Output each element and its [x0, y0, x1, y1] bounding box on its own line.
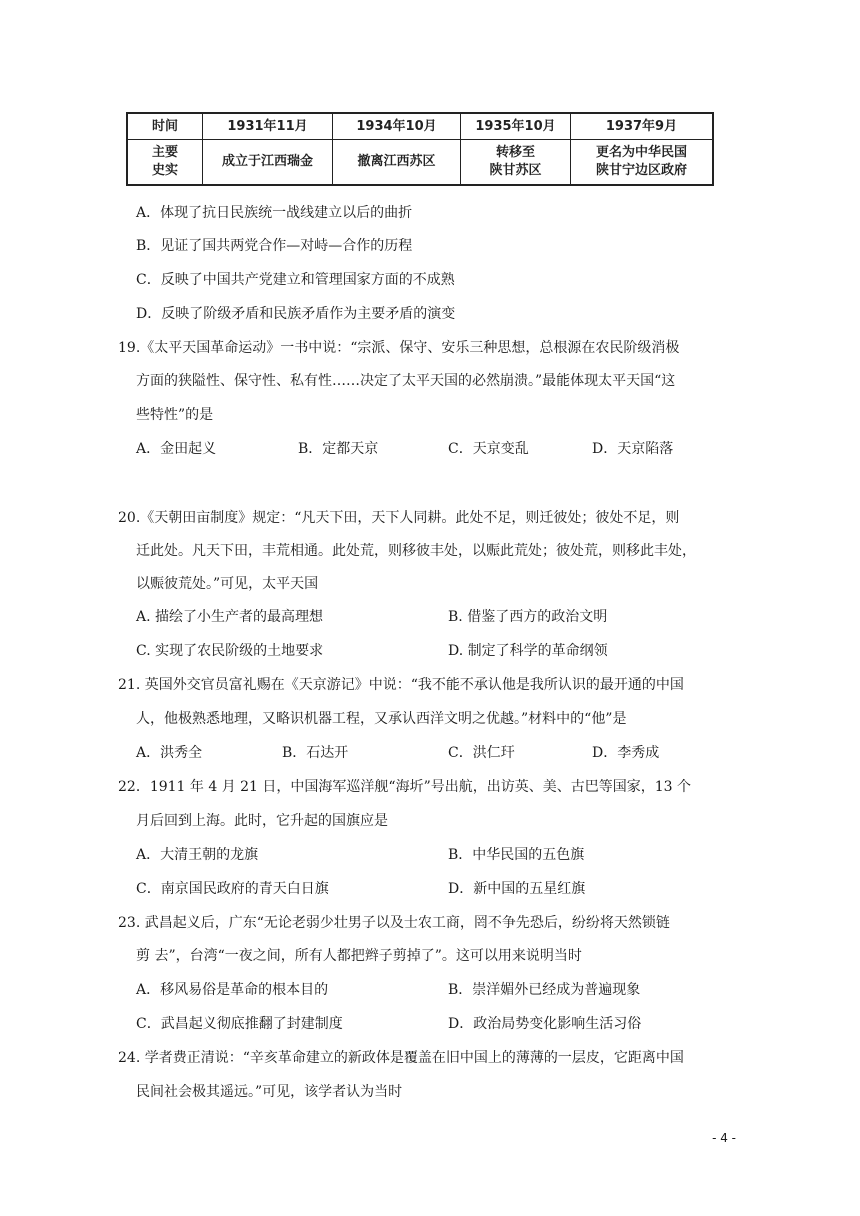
table-header-cell: 1937年9月 — [571, 114, 712, 140]
q23-option-d: D．政治局势变化影响生活习俗 — [448, 1016, 642, 1032]
q22-option-d: D．新中国的五星红旗 — [448, 881, 586, 897]
q19-stem-line: 方面的狭隘性、保守性、私有性……决定了太平天国的必然崩溃。”最能体现太平天国“这 — [136, 373, 676, 389]
q20-stem-line: 迁此处。凡天下田，丰荒相通。此处荒，则移彼丰处，以赈此荒处；彼处荒，则移此丰处， — [136, 543, 696, 559]
q24-stem-line: 24. 学者费正清说：“辛亥革命建立的新政体是覆盖在旧中国上的薄薄的一层皮，它距离中国 — [118, 1050, 684, 1066]
q19-stem-line: 19.《太平天国革命运动》一书中说：“宗派、保守、安乐三种思想，总根源在农民阶级消极 — [118, 340, 680, 356]
q18-option-d: D．反映了阶级矛盾和民族矛盾作为主要矛盾的演变 — [136, 306, 456, 322]
q20-option-c: C. 实现了农民阶级的土地要求 — [136, 643, 324, 659]
table-cell: 主要 史实 — [128, 140, 203, 184]
table-header-cell: 1934年10月 — [333, 114, 461, 140]
q21-option-a: A．洪秀全 — [136, 745, 203, 761]
q20-option-a: A. 描绘了小生产者的最高理想 — [136, 609, 324, 625]
q23-option-b: B．崇洋媚外已经成为普遍现象 — [448, 982, 641, 998]
q20-stem-line: 20.《天朝田亩制度》规定：“凡天下田，天下人同耕。此处不足，则迁彼处；彼处不足，则 — [118, 510, 680, 526]
table-cell: 撤离江西苏区 — [333, 140, 461, 184]
page-number: - 4 - — [712, 1131, 736, 1145]
q21-option-b: B．石达开 — [282, 745, 349, 761]
q23-option-c: C．武昌起义彻底推翻了封建制度 — [136, 1016, 343, 1032]
q20-option-b: B. 借鉴了西方的政治文明 — [448, 609, 608, 625]
q22-stem-line: 22．1911 年 4 月 21 日，中国海军巡洋舰“海圻”号出航，出访英、美、古巴等国家，13 个 — [118, 779, 691, 795]
q19-option-a: A．金田起义 — [136, 441, 217, 457]
q23-stem-line: 剪 去”，台湾“一夜之间，所有人都把辫子剪掉了”。这可以用来说明当时 — [136, 948, 582, 964]
q19-option-c: C．天京变乱 — [448, 441, 529, 457]
q20-option-d: D. 制定了科学的革命纲领 — [448, 643, 608, 659]
q23-option-a: A．移风易俗是革命的根本目的 — [136, 982, 329, 998]
table-header-cell: 1931年11月 — [203, 114, 333, 140]
q20-stem-line: 以赈彼荒处。”可见，太平天国 — [136, 576, 319, 592]
q22-stem-line: 月后回到上海。此时，它升起的国旗应是 — [136, 813, 388, 829]
q19-option-b: B．定都天京 — [298, 441, 379, 457]
q24-stem-line: 民间社会极其遥远。”可见，该学者认为当时 — [136, 1084, 403, 1100]
q19-stem-line: 些特性”的是 — [136, 407, 214, 423]
table-cell: 更名为中华民国 陕甘宁边区政府 — [595, 145, 687, 178]
q21-stem-line: 人，他极熟悉地理，又略识机器工程，又承认西洋文明之优越。”材料中的“他”是 — [136, 711, 627, 727]
q18-option-c: C．反映了中国共产党建立和管理国家方面的不成熟 — [136, 272, 455, 288]
q22-option-b: B．中华民国的五色旗 — [448, 847, 585, 863]
q18-option-a: A．体现了抗日民族统一战线建立以后的曲折 — [136, 205, 413, 221]
table-header-cell: 1935年10月 — [461, 114, 571, 140]
q21-option-c: C．洪仁玕 — [448, 745, 515, 761]
table-cell: 转移至 陕甘苏区 — [461, 140, 571, 184]
q22-option-c: C．南京国民政府的青天白日旗 — [136, 881, 329, 897]
q18-option-b: B．见证了国共两党合作—对峙—合作的历程 — [136, 238, 413, 254]
q19-option-d: D．天京陷落 — [592, 441, 674, 457]
table-header-cell: 时间 — [128, 114, 203, 140]
q22-option-a: A．大清王朝的龙旗 — [136, 847, 259, 863]
history-timeline-table — [126, 112, 714, 186]
q23-stem-line: 23. 武昌起义后，广东“无论老弱少壮男子以及士农工商，罔不争先恐后，纷纷将天然锁链 — [118, 915, 670, 931]
q21-stem-line: 21. 英国外交官员富礼赐在《天京游记》中说：“我不能不承认他是我所认识的最开通的中国 — [118, 677, 684, 693]
table-cell: 成立于江西瑞金 — [203, 140, 333, 184]
q21-option-d: D．李秀成 — [592, 745, 660, 761]
